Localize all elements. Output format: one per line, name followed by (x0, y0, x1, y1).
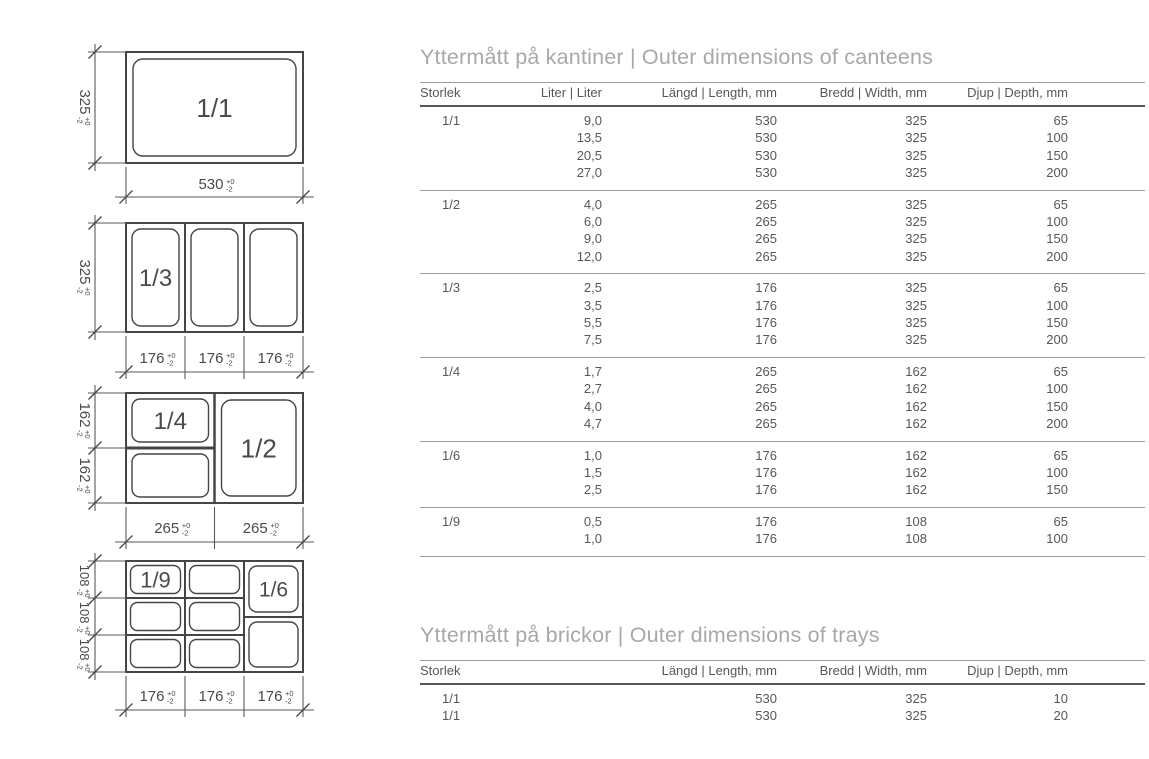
size-cell: 1/1 (442, 707, 461, 723)
column-header: Storlek (420, 83, 540, 107)
gn-size-label: 1/1 (196, 92, 233, 123)
value-cell: 325 (905, 147, 927, 163)
value-cell: 325 (905, 214, 927, 230)
table-row (420, 274, 1145, 297)
table-row (420, 147, 1145, 164)
table-row (420, 415, 1145, 441)
dimension-label (154, 520, 190, 538)
size-group (420, 274, 1145, 358)
dim-value: 162 (76, 402, 93, 428)
dim-tolerance-minus: -2 (181, 528, 189, 538)
dim-tolerance-plus: +0 (270, 521, 279, 530)
size-cell (420, 530, 540, 556)
dim-value: 265 (154, 520, 180, 537)
value-cell: 65 (1053, 196, 1068, 212)
dim-tolerance-minus: -2 (167, 358, 174, 368)
dim-tolerance-plus: +0 (83, 663, 92, 672)
diagram-gn-1-3 (76, 215, 315, 379)
gn-dimension-diagrams (0, 0, 360, 754)
dim-tolerance-minus: -2 (285, 696, 292, 706)
value-cell: 100 (1046, 531, 1068, 547)
size-cell: 1/1 (442, 113, 461, 128)
value-cell: 9,0 (583, 113, 602, 128)
dimension-label (198, 176, 234, 194)
size-cell (420, 415, 540, 441)
dim-tolerance-plus: +0 (83, 626, 92, 635)
table-row (420, 441, 1145, 464)
rows-group (420, 684, 1145, 733)
value-cell: 162 (905, 482, 927, 498)
value-cell: 2,7 (583, 381, 602, 397)
value-cell: 176 (755, 447, 777, 463)
value-cell: 162 (905, 381, 927, 397)
value-cell: 10 (1053, 690, 1068, 706)
dim-tolerance-minus: -2 (75, 589, 85, 596)
dim-tolerance-minus: -2 (75, 485, 85, 492)
size-group (420, 507, 1145, 556)
value-cell: 65 (1053, 447, 1068, 463)
value-cell: 2,5 (583, 482, 602, 498)
table-row (420, 297, 1145, 314)
table-row (420, 314, 1145, 331)
value-cell: 325 (905, 690, 927, 706)
value-cell: 265 (755, 398, 777, 414)
value-cell: 20,5 (576, 147, 602, 163)
value-cell: 265 (755, 381, 777, 397)
compartment-outline (131, 603, 181, 631)
trays-table-container (420, 660, 1145, 733)
dim-tolerance-plus: +0 (167, 689, 176, 698)
dim-tolerance-minus: -2 (75, 117, 85, 124)
trays-table (420, 660, 1145, 733)
value-cell: 2,5 (583, 280, 602, 296)
value-cell: 4,0 (583, 196, 602, 212)
size-cell (420, 380, 540, 397)
dim-tolerance-plus: +0 (181, 521, 191, 530)
table-row (420, 507, 1145, 530)
compartment-outline (190, 603, 240, 631)
compartment-outline (190, 566, 240, 594)
table-row (420, 481, 1145, 507)
value-cell: 1,0 (583, 447, 602, 463)
dim-value: 108 (77, 564, 92, 587)
dimension-label (198, 688, 234, 706)
value-cell: 108 (905, 531, 927, 547)
value-cell: 150 (1046, 231, 1068, 247)
value-cell: 265 (755, 416, 777, 432)
value-cell: 265 (755, 363, 777, 379)
dimension-label (139, 688, 175, 706)
value-cell: 4,0 (583, 398, 602, 414)
dim-value: 325 (76, 259, 93, 285)
value-cell: 20 (1053, 707, 1068, 723)
dimension-label (76, 565, 93, 598)
dimension-label (76, 89, 94, 125)
dimension-label (257, 350, 293, 368)
column-header: Bredd | Width, mm (777, 660, 927, 684)
dim-tolerance-minus: -2 (226, 696, 233, 706)
value-cell: 100 (1046, 297, 1068, 313)
size-cell (420, 481, 540, 507)
dim-value: 162 (76, 457, 93, 483)
value-cell: 150 (1046, 315, 1068, 331)
value-cell: 325 (905, 196, 927, 212)
canteens-table (420, 82, 1145, 557)
value-cell: 100 (1046, 130, 1068, 146)
dim-tolerance-minus: -2 (75, 626, 85, 633)
dimension-label (243, 520, 279, 538)
compartment-outline (132, 454, 209, 497)
canteens-table-container (420, 82, 1145, 557)
value-cell: 325 (905, 113, 927, 128)
value-cell: 176 (755, 315, 777, 331)
dim-tolerance-minus: -2 (226, 358, 233, 368)
value-cell: 7,5 (583, 332, 602, 348)
compartment-outline (250, 229, 297, 326)
dimension-label (76, 259, 94, 295)
value-cell: 150 (1046, 398, 1068, 414)
size-cell (420, 314, 540, 331)
dim-value: 176 (198, 350, 224, 367)
value-cell: 176 (755, 482, 777, 498)
dim-tolerance-plus: +0 (167, 351, 176, 360)
table-row (420, 190, 1145, 213)
table-header-row (420, 660, 1145, 684)
dim-value: 530 (198, 176, 224, 193)
size-cell: 1/1 (442, 690, 461, 706)
table-row (420, 684, 1145, 707)
table-row (420, 106, 1145, 129)
size-cell: 1/4 (442, 363, 461, 379)
value-cell: 65 (1053, 280, 1068, 296)
value-cell: 265 (755, 196, 777, 212)
value-cell: 176 (755, 531, 777, 547)
compartment-outline (190, 640, 240, 668)
value-cell: 100 (1046, 214, 1068, 230)
gn-size-label: 1/3 (138, 265, 173, 293)
value-cell: 176 (755, 297, 777, 313)
size-cell (420, 331, 540, 357)
dim-tolerance-minus: -2 (75, 663, 85, 670)
value-cell: 108 (905, 513, 927, 529)
dim-tolerance-plus: +0 (226, 177, 235, 186)
value-cell: 65 (1053, 513, 1068, 529)
gn-diagrams-drawing (0, 0, 360, 754)
dim-value: 176 (139, 350, 165, 367)
dim-tolerance-plus: +0 (83, 430, 92, 439)
value-cell: 1,0 (583, 531, 602, 547)
dim-value: 265 (242, 520, 268, 537)
dim-tolerance-plus: +0 (226, 351, 235, 360)
dimension-label (76, 639, 93, 672)
value-cell: 265 (755, 231, 777, 247)
dim-tolerance-minus: -2 (270, 528, 277, 538)
column-header: Djup | Depth, mm (927, 660, 1145, 684)
value-cell: 162 (905, 398, 927, 414)
value-cell: 100 (1046, 381, 1068, 397)
column-header: Storlek (420, 660, 540, 684)
size-cell (420, 230, 540, 247)
dim-value: 176 (257, 688, 283, 705)
column-header: Djup | Depth, mm (927, 83, 1145, 107)
table-header-row (420, 83, 1145, 107)
compartment-outline (191, 229, 238, 326)
value-cell: 6,0 (583, 214, 602, 230)
table-row (420, 464, 1145, 481)
value-cell: 325 (905, 280, 927, 296)
size-cell (420, 398, 540, 415)
value-cell: 200 (1046, 248, 1068, 264)
value-cell: 200 (1046, 416, 1068, 432)
table-row (420, 707, 1145, 732)
dimension-label (76, 457, 94, 493)
dim-tolerance-minus: -2 (285, 358, 292, 368)
dimension-label (139, 350, 175, 368)
size-cell: 1/2 (442, 196, 461, 212)
size-cell (420, 464, 540, 481)
compartment-outline (249, 622, 298, 667)
value-cell: 27,0 (576, 165, 602, 181)
value-cell: 162 (905, 363, 927, 379)
gn-size-label: 1/2 (240, 433, 277, 464)
table-row (420, 380, 1145, 397)
table-row (420, 129, 1145, 146)
dim-tolerance-plus: +0 (83, 589, 92, 598)
value-cell: 13,5 (576, 130, 602, 146)
value-cell: 530 (755, 113, 777, 128)
value-cell: 176 (755, 464, 777, 480)
size-cell (420, 147, 540, 164)
compartment-outline (131, 640, 181, 668)
value-cell: 12,0 (576, 248, 602, 264)
value-cell: 325 (905, 332, 927, 348)
value-cell: 4,7 (583, 416, 602, 432)
size-group (420, 441, 1145, 507)
value-cell: 176 (755, 280, 777, 296)
value-cell: 1,7 (583, 363, 602, 379)
value-cell: 176 (755, 332, 777, 348)
dim-value: 176 (139, 688, 165, 705)
size-cell (420, 297, 540, 314)
trays-section-title: Yttermått på brickor | Outer dimensions of trays (420, 622, 880, 647)
value-cell: 530 (755, 707, 777, 723)
value-cell: 325 (905, 248, 927, 264)
dimension-label (76, 402, 94, 438)
size-group (420, 190, 1145, 274)
table-row (420, 398, 1145, 415)
value-cell: 162 (905, 416, 927, 432)
value-cell: 9,0 (583, 231, 602, 247)
value-cell: 325 (905, 707, 927, 723)
value-cell: 325 (905, 231, 927, 247)
dimension-label (198, 350, 234, 368)
dim-tolerance-minus: -2 (226, 184, 233, 194)
diagram-gn-1-9-1-6 (76, 553, 315, 717)
value-cell: 530 (755, 147, 777, 163)
value-cell: 325 (905, 297, 927, 313)
value-cell: 65 (1053, 363, 1068, 379)
size-cell (420, 213, 540, 230)
dim-tolerance-plus: +0 (285, 351, 294, 360)
dim-value: 176 (257, 350, 283, 367)
value-cell: 530 (755, 130, 777, 146)
size-cell (420, 164, 540, 190)
column-header: Liter | Liter (540, 83, 602, 107)
value-cell: 265 (755, 248, 777, 264)
size-cell (420, 248, 540, 274)
diagram-gn-1-4-1-2 (76, 385, 315, 549)
dimension-label (257, 688, 293, 706)
gn-size-label: 1/9 (140, 567, 171, 593)
value-cell: 162 (905, 464, 927, 480)
size-cell (420, 129, 540, 146)
dim-tolerance-plus: +0 (226, 689, 235, 698)
dim-tolerance-minus: -2 (75, 430, 85, 437)
dim-tolerance-plus: +0 (83, 287, 92, 296)
table-row (420, 213, 1145, 230)
tables-column (420, 0, 1145, 732)
value-cell: 530 (755, 165, 777, 181)
gn-size-label: 1/6 (258, 578, 289, 602)
dim-value: 176 (198, 688, 224, 705)
dim-tolerance-plus: +0 (83, 117, 92, 126)
dimension-label (76, 602, 93, 635)
canteens-section-title: Yttermått på kantiner | Outer dimensions of canteens (420, 45, 934, 69)
table-row (420, 248, 1145, 274)
value-cell: 265 (755, 214, 777, 230)
table-row (420, 230, 1145, 247)
dim-tolerance-minus: -2 (167, 696, 174, 706)
value-cell: 325 (905, 315, 927, 331)
value-cell: 530 (755, 690, 777, 706)
value-cell: 176 (755, 513, 777, 529)
size-cell: 1/3 (442, 280, 461, 296)
value-cell: 100 (1046, 464, 1068, 480)
table-row (420, 164, 1145, 190)
value-cell: 200 (1046, 332, 1068, 348)
column-header: Bredd | Width, mm (777, 83, 927, 107)
dim-tolerance-minus: -2 (75, 287, 85, 294)
gn-size-label: 1/4 (153, 408, 187, 436)
value-cell: 3,5 (583, 297, 602, 313)
column-header: Längd | Length, mm (602, 83, 777, 107)
table-row (420, 530, 1145, 556)
size-group (420, 106, 1145, 190)
dim-value: 325 (76, 89, 93, 115)
diagram-gn-1-1 (76, 44, 315, 204)
dim-tolerance-plus: +0 (83, 485, 92, 494)
dim-value: 108 (77, 601, 92, 624)
value-cell: 325 (905, 130, 927, 146)
value-cell: 200 (1046, 165, 1068, 181)
value-cell: 150 (1046, 147, 1068, 163)
value-cell: 5,5 (583, 315, 602, 331)
table-row (420, 331, 1145, 357)
size-cell: 1/6 (442, 447, 461, 463)
value-cell: 0,5 (583, 513, 602, 529)
column-header: Längd | Length, mm (540, 660, 777, 684)
dim-value: 108 (77, 638, 92, 661)
table-row (420, 357, 1145, 380)
value-cell: 65 (1053, 113, 1068, 128)
size-group (420, 357, 1145, 441)
value-cell: 162 (905, 447, 927, 463)
value-cell: 325 (905, 165, 927, 181)
value-cell: 150 (1046, 482, 1068, 498)
value-cell: 1,5 (583, 464, 602, 480)
dim-tolerance-plus: +0 (285, 689, 294, 698)
size-cell: 1/9 (442, 513, 461, 529)
